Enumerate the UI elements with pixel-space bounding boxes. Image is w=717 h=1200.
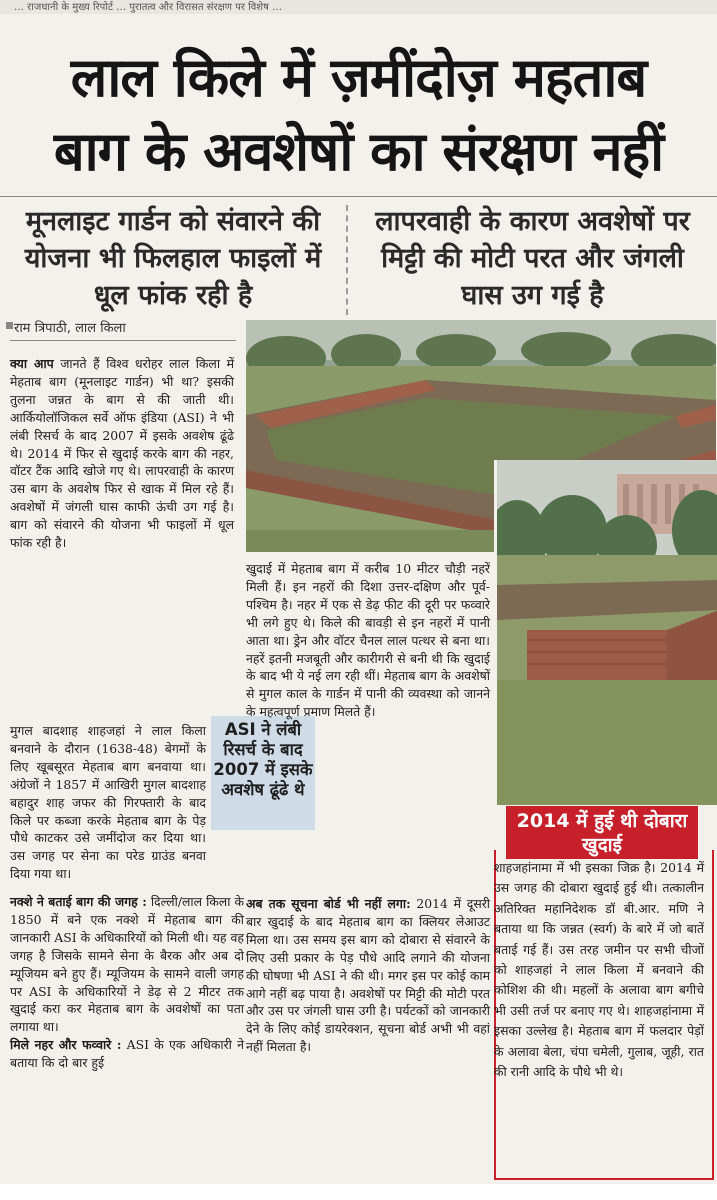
article-paragraph-1: जानते हैं विश्व धरोहर लाल किला में मेहताब बाग (मूनलाइट गार्डन) भी था? इसकी तुलना जन्नत के बाग से की जाती थी। आर्कियोलॉजिकल सर्वे ऑफ इंडिया (ASI) ने भी लंबी रिसर्च के बाद 2007 में इसके अवशेष ढूंढे थे। 2014 में फिर से खुदाई करके बाग की नहर, वॉटर टैंक आदि खोजे गए थे। लापरवाही के कारण उस बाग के अवशेष फिर से खाक में मिल रहे हैं। अवशेषों में जंगली घास काफी ऊंची उग गई है। बाग को संवारने की योजना भी फाइलों में धूल फांक रही है। <box>10 356 234 551</box>
byline-rule <box>10 340 236 341</box>
article-column-1 <box>10 355 234 552</box>
top-strip <box>0 0 717 14</box>
divider <box>0 196 717 197</box>
pull-quote: ASI ने लंबी रिसर्च के बाद 2007 में इसके अवशेष ढूंढे थे <box>211 716 315 830</box>
bottom-strip <box>0 1184 717 1200</box>
article-column-1-lower <box>10 893 244 1072</box>
article-paragraph-2: मुगल बादशाह शाहजहां ने लाल किला बनवाने के दौरान (1638-48) बेगमों के लिए खूबसूरत मेहताब बाग बनवाया था। अंग्रेजों ने 1857 में आखिरी मुगल बादशाह बहादुर शाह जफर की गिरफ्तारी के बाद किले पर कब्जा करके मेहताब बाग के पेड़ पौधे काटकर उसे जमींदोज कर दिया था। उस जगह पर सेना का परेड ग्राउंड बनवा दिया गया था। <box>10 723 206 882</box>
photo-brick-drawing <box>497 460 717 805</box>
headline-line-1: लाल किले में ज़मींदोज़ महताब <box>70 46 647 109</box>
top-strip-text: … राजधानी के मुख्य रिपोर्ट … पुरातत्व और विरासत संरक्षण पर विशेष … <box>14 2 283 13</box>
subhead-canals: मिले नहर और फव्वारे : <box>10 1037 122 1053</box>
headline-line-2: बाग के अवशेषों का संरक्षण नहीं <box>53 120 664 183</box>
subhead-map: नक्शे ने बताई बाग की जगह : <box>10 894 147 909</box>
article-column-2-lower <box>246 895 490 1056</box>
subhead-divider <box>346 205 348 315</box>
subhead-info-board: अब तक सूचना बोर्ड भी नहीं लगा: <box>246 896 411 911</box>
article-paragraph-3: दिल्ली/लाल किला के 1850 में बने एक नक्शे में मेहताब बाग की जानकारी ASI के अधिकारियों को मिली थी। यह वह जगह है जिसके सामने सेना के बैरक और अब दो म्यूजियम बने हुए हैं। म्यूजियम के सामने वाली जगह पर ASI के अधिकारियों ने डेढ़ से 2 मीटर तक खुदाई करा कर मेहताब बाग के अवशेषों का पता लगाया था। <box>10 894 244 1035</box>
subhead-left: मूनलाइट गार्डन को संवारने की योजना भी फिलहाल फाइलों में धूल फांक रही है <box>24 206 322 311</box>
byline-marker <box>6 322 13 329</box>
subhead-right: लापरवाही के कारण अवशेषों पर मिट्टी की मोटी परत और जंगली घास उग गई है <box>375 206 690 311</box>
photo-brick-channel <box>494 460 717 805</box>
side-box-title: 2014 में हुई थी दोबारा खुदाई <box>506 806 698 859</box>
article-paragraph-5: खुदाई में मेहताब बाग में करीब 10 मीटर चौड़ी नहरें मिली हैं। इन नहरों की दिशा उत्तर-दक्षिण और पूर्व-पश्चिम है। नहर में एक से डेढ़ फीट की दूरी पर फव्वारे भी लगे हुए थे। किले की बावड़ी से इन नहरों में पानी आता था। ड्रेन और वॉटर चैनल लाल पत्थर से बना था। नहरें इतनी मजबूती और कारीगरी से बनी थी कि खुदाई के बाद भी ये नई लग रही थीं। मेहताब बाग के अवशेषों से मुगल काल के गार्डन में पानी की व्यवस्था को जानने के महत्वपूर्ण प्रमाण मिलते हैं। <box>246 561 490 720</box>
article-paragraph-4: ASI के एक अधिकारी ने बताया कि दो बार हुई <box>10 1037 244 1071</box>
byline: राम त्रिपाठी, लाल किला <box>14 321 126 336</box>
article-paragraph-6: 2014 में दूसरी बार खुदाई के बाद मेहताब बाग का क्लियर लेआउट मिला था। उस समय इस बाग को दोबारा से संवारने के लिए उसी प्रकार के पेड़ पौधे आदि लगाने की योजना की घोषणा भी ASI ने की थी। मगर इस पर कोई काम आगे नहीं बढ़ पाया है। अवशेषों पर मिट्टी की मोटी परत और उस पर जंगली घास उगी है। पर्यटकों को जानकारी देने के लिए कोई डायरेक्शन, सूचना बोर्ड अभी भी वहां नहीं मिलता है। <box>246 896 490 1055</box>
side-box-text: शाहजहांनामा में भी इसका जिक्र है। 2014 में उस जगह की दोबारा खुदाई हुई थी। तत्कालीन अतिरिक्त महानिदेशक डॉ बी.आर. मणि ने बताया था कि जन्नत (स्वर्ग) के बारे में जो बातें बताई गई हैं। उस तरह जमीन पर सभी चीजों को शाहजहां ने लाल किला में बनवाने की कोशिश की थी। महलों के अलावा बाग बगीचे भी उसी तर्ज पर बनाए गए थे। शाहजहांनामा में इसका उल्लेख है। मेहताब बाग में फलदार पेड़ों के अलावा बेला, चंपा चमेली, गुलाब, जूही, रात की रानी आदि के पौधे भी थे। <box>494 860 704 1080</box>
article-lead-word: क्या आप <box>10 356 54 371</box>
